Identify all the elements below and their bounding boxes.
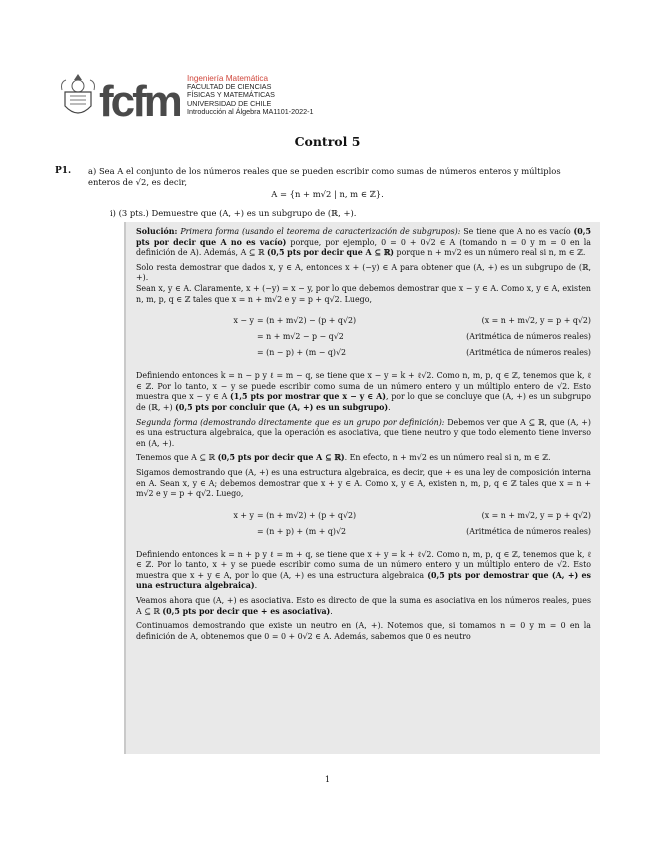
solution-paragraph-1 xyxy=(136,227,591,259)
university-name: UNIVERSIDAD DE CHILE xyxy=(187,98,272,108)
calc-row xyxy=(136,345,591,361)
solution-heading: Solución: xyxy=(136,227,178,236)
calc-row xyxy=(136,524,591,540)
text: Debemos ver que A ⊆ ℝ, que (A, +) es una estructura algebraica, que la operación es asociativa, que tiene neutro y que todo elemento tiene inverso en (A, +). xyxy=(136,417,591,448)
page-number: 1 xyxy=(324,774,331,784)
text: , por lo que se concluye que (A, +) es un subgrupo de (ℝ, +) xyxy=(136,392,592,412)
calc-rhs: = n + m√2 − p − q√2 xyxy=(257,332,344,342)
solution-paragraph-8: Definiendo entonces k = n + p y ℓ = m + q, se tiene que x + y = k + ℓ√2. Como n, m, p, q ∈ ℤ, tenemos que k, ℓ ∈ ℤ. Por lo tanto, x + y se puede escribir como suma de un número entero y un múltiplo entero de √2. Esto muestra que x + y ∈ A, por lo que (A, +) es una estructura algebraica (0,5 pts por demostrar que (A, +) es una estructura algebraica). xyxy=(136,549,591,591)
points-note: (0,5 pts por decir que A ⊆ ℝ) xyxy=(266,248,394,258)
calc-lhs: x − y xyxy=(233,316,254,326)
text: Se tiene que A no es vacío xyxy=(463,227,571,236)
text: Veamos ahora que (A, +) es asociativa. Esto es directo de que la suma es asociativa en los números reales, pues A ⊆ ℝ xyxy=(136,596,591,616)
points-note: (0,5 pts por decir que + es asociativa) xyxy=(162,606,331,616)
solution-paragraph-5 xyxy=(136,418,591,450)
text: Definiendo entonces k = n − p y ℓ = m − q, se tiene que x − y = k + ℓ√2. Como n, m, p, q ∈ ℤ, tenemos que k, ℓ ∈ ℤ. Por lo tanto, x − y se puede escribir como suma de un número entero y un múltiplo entero de √2. Esto muestra que x − y ∈ A xyxy=(136,371,591,402)
university-seal-icon xyxy=(60,72,96,122)
solution-paragraph-3: Sean x, y ∈ A. Claramente, x + (−y) = x − y, por lo que debemos demostrar que x − y ∈ A. Como x, y ∈ A, existen n, m, p, q ∈ ℤ tales que x = n + m√2 e y = p + q√2. Luego, xyxy=(136,283,591,304)
problem-label: P1. xyxy=(55,166,72,176)
document-title: Control 5 xyxy=(294,134,361,149)
set-definition: A = {n + m√2 | n, m ∈ ℤ}. xyxy=(271,189,384,199)
text: porque n + m√2 es un número real si n, m ∈ ℤ. xyxy=(396,248,586,258)
solution-paragraph-6 xyxy=(136,453,591,464)
calc-row xyxy=(136,508,591,524)
solution-paragraph-9: Veamos ahora que (A, +) es asociativa. Esto es directo de que la suma es asociativa en los números reales, pues A ⊆ ℝ (0,5 pts por decir que + es asociativa). xyxy=(136,596,591,616)
calc-rhs: = (n + p) + (m + q)√2 xyxy=(257,526,347,536)
calc-note: (x = n + m√2, y = p + q√2) xyxy=(481,316,591,326)
calc-lhs: x + y xyxy=(233,510,254,520)
calc-note: (x = n + m√2, y = p + q√2) xyxy=(481,510,591,520)
calc-note: (Aritmética de números reales) xyxy=(466,332,591,342)
calc-lhs xyxy=(136,345,257,361)
second-method-title: Segunda forma (demostrando directamente que es un grupo por definición): xyxy=(136,417,445,427)
text: . En efecto, n + m√2 es un número real si n, m ∈ ℤ. xyxy=(344,453,551,463)
part-a-statement xyxy=(88,166,588,188)
calc-rhs: = (n − p) + (m − q)√2 xyxy=(257,348,347,358)
solution-paragraph-2: Solo resta demostrar que dados x, y ∈ A, entonces x + (−y) ∈ A para obtener que (A, +) es un subgrupo de (ℝ, +). xyxy=(136,262,591,283)
fcfm-logo xyxy=(98,72,180,124)
calc-rhs: = (n + m√2) + (p + q√2) xyxy=(257,510,357,520)
course-name: Introducción al Álgebra MA1101-2022-1 xyxy=(187,106,314,116)
part-a-text: Sea A el conjunto de los números reales que se pueden escribir como sumas de números enteros y múltiplos enteros de √2, es decir, xyxy=(88,166,561,187)
points-note: (0,5 pts por demostrar que (A, +) es una estructura algebraica) xyxy=(136,570,591,591)
faculty-line2: FÍSICAS Y MATEMÁTICAS xyxy=(187,90,275,100)
calc-lhs xyxy=(136,329,257,345)
first-method-title: Primera forma (usando el teorema de caracterización de subgrupos): xyxy=(180,227,461,236)
solution-paragraph-4: Definiendo entonces k = n − p y ℓ = m − q, se tiene que x − y = k + ℓ√2. Como n, m, p, q ∈ ℤ, tenemos que k, ℓ ∈ ℤ. Por lo tanto, x − y se puede escribir como suma de un número entero y un múltiplo entero de √2. Esto muestra que x − y ∈ A (1,5 pts por mostrar que x − y ∈ A), por lo que se concluye que (A, +) es un subgrupo de (ℝ, +) (0,5 pts por concluir que (A, +) es un subgrupo). xyxy=(136,371,592,412)
solution-paragraph-7: Sigamos demostrando que (A, +) es una estructura algebraica, es decir, que + es una ley de composición interna en A. Sean x, y ∈ A; debemos demostrar que x + y ∈ A. Como x, y ∈ A, existen n, m, p, q ∈ ℤ tales que x = n + m√2 e y = p + q√2. Luego, xyxy=(136,467,591,499)
part-a-label: a) xyxy=(88,166,97,176)
faculty-line1: FACULTAD DE CIENCIAS xyxy=(187,82,272,91)
calc-row xyxy=(136,313,591,329)
text: Definiendo entonces k = n + p y ℓ = m + q, se tiene que x + y = k + ℓ√2. Como n, m, p, q ∈ ℤ, tenemos que k, ℓ ∈ ℤ. Por lo tanto, x + y se puede escribir como suma de un número entero y un múltiplo entero de √2. Esto muestra que x + y ∈ A, por lo que (A, +) es una estructura algebraica xyxy=(136,549,591,580)
solution-paragraph-10: Continuamos demostrando que existe un neutro en (A, +). Notemos que, si tomamos n = 0 y m = 0 en la definición de A, obtenemos que 0 = 0 + 0√2 ∈ A. Además, sabemos que 0 es neutro xyxy=(136,621,591,641)
calc-note: (Aritmética de números reales) xyxy=(466,526,591,536)
calc-rhs: = (n + m√2) − (p + q√2) xyxy=(257,316,357,326)
header-text xyxy=(187,74,314,116)
calc-row xyxy=(136,329,591,345)
calculation-1 xyxy=(136,313,591,361)
points-note: (1,5 pts por mostrar que x − y ∈ A) xyxy=(230,392,386,402)
text: porque, por ejemplo, 0 = 0 + 0√2 ∈ A (tomando n = 0 y m = 0 en la definición de A). Además, A ⊆ ℝ xyxy=(136,237,592,258)
calc-note: (Aritmética de números reales) xyxy=(466,348,591,358)
svg-text:fcfm: fcfm xyxy=(99,77,180,124)
calculation-2 xyxy=(136,508,591,540)
points-note: (0,5 pts por concluir que (A, +) es un subgrupo) xyxy=(175,402,389,412)
program-name: Ingeniería Matemática xyxy=(187,74,269,83)
item-i-statement: i) (3 pts.) Demuestre que (A, +) es un subgrupo de (ℝ, +). xyxy=(110,208,357,218)
points-note: (0,5 pts por decir que A ⊆ ℝ) xyxy=(217,453,345,463)
solution-box xyxy=(124,222,600,754)
text: Tenemos que A ⊆ ℝ xyxy=(136,453,216,463)
calc-lhs xyxy=(136,524,257,540)
points-note: (0,5 pts por decir que A no es vacío) xyxy=(136,227,592,247)
